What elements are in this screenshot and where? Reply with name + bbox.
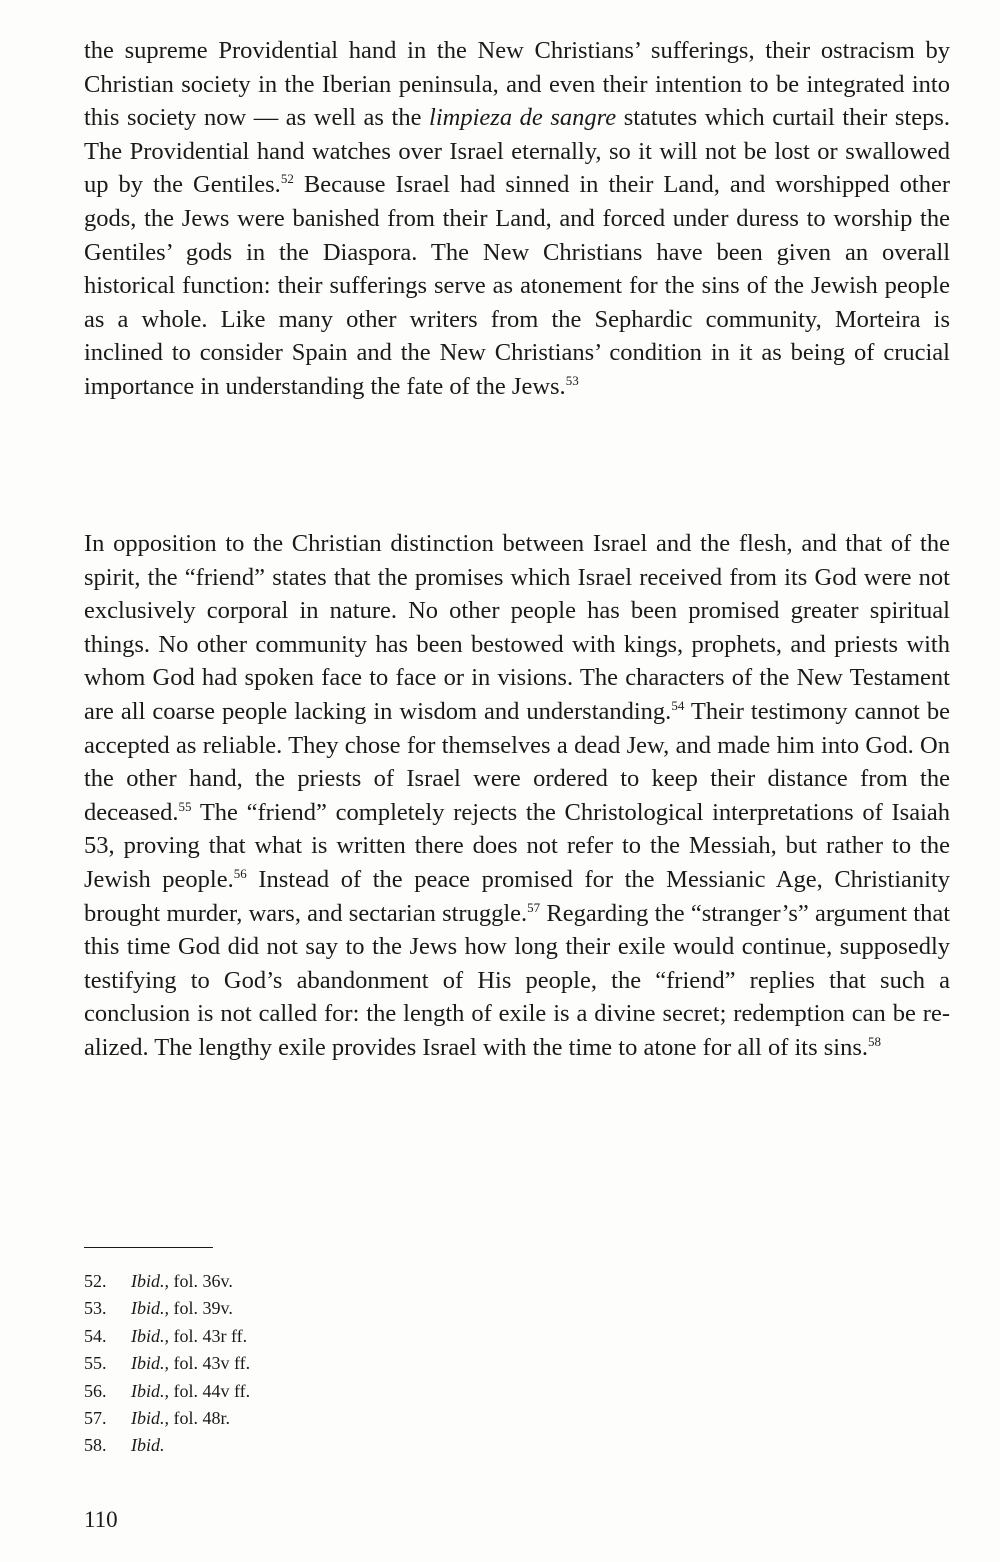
footnote-53: 53. Ibid., fol. 39v. bbox=[84, 1298, 233, 1319]
footnote-marker: 53 bbox=[565, 372, 579, 388]
italic-phrase: limpieza de sangre bbox=[429, 104, 617, 132]
footnote-marker: 54 bbox=[671, 697, 685, 713]
footnote-57: 57. Ibid., fol. 48r. bbox=[84, 1408, 230, 1429]
text-run: In opposition to the Christian distinction between Israel and the flesh, and that of the spirit, the “friend” states that the promises which Israel received from its God were not exclusively corporal in nature. No other people has been promised greater spiritual things. No other community has been bestowed with kings, prophets, and priests with whom God had spoken face to face or in visions. The characters of the New Testament are all coarse people lacking in wisdom and understanding. bbox=[84, 530, 950, 725]
text-run: Instead of the peace promised for the Messianic Age, Christianity brought murder, wars, and sectarian struggle. bbox=[84, 865, 951, 927]
text-run: The “friend” completely rejects the Christological interpretations of Isaiah 53, proving that what is written there does not refer to the Messiah, but rather to the Jewish people. bbox=[84, 798, 950, 893]
footnote-55: 55. Ibid., fol. 43v ff. bbox=[84, 1353, 251, 1374]
footnote-marker: 56 bbox=[233, 865, 247, 881]
text-run: Regarding the “stranger’s” argument that this time God did not say to the Jews how long their exile would continue, supposedly testifying to God’s abandonment of His people, the “friend” replies that such a conclusion is not called for: the length of exile is a divine secret; redemption can be realized. The lengthy exile provides Israel with the time to atone for all of its sins. bbox=[84, 899, 950, 1061]
footnote-58: 58. Ibid. bbox=[84, 1435, 165, 1456]
text-run: the supreme Providential hand in the New Christians’ sufferings, their ostracism by Christian society in the Iberian peninsula, and even their intention to be integrated into this society now — as well as the bbox=[84, 37, 950, 132]
footnote-marker: 52 bbox=[280, 171, 294, 187]
text-run: statutes which curtail their steps. The Providential hand watches over Israel eternally, so it will not be lost or swallowed up by the Gentiles. bbox=[84, 104, 950, 199]
footnote-marker: 58 bbox=[868, 1033, 882, 1049]
page-number: 110 bbox=[84, 1507, 118, 1532]
footnotes-list bbox=[84, 1268, 250, 1460]
body-paragraph-1 bbox=[84, 34, 950, 404]
body-paragraph-2 bbox=[84, 527, 950, 1065]
footnote-54: 54. Ibid., fol. 43r ff. bbox=[84, 1325, 248, 1346]
footnote-56: 56. Ibid., fol. 44v ff. bbox=[84, 1380, 251, 1401]
footnote-52: 52. Ibid., fol. 36v. bbox=[84, 1271, 233, 1291]
footnote-marker: 57 bbox=[527, 899, 541, 915]
footnote-marker: 55 bbox=[178, 798, 192, 814]
footnote-separator bbox=[84, 1247, 213, 1248]
text-run: Their testimony cannot be accepted as reliable. They chose for themselves a dead Jew, and made him into God. On the other hand, the priests of Israel were ordered to keep their distance from the deceased. bbox=[84, 697, 950, 826]
text-run: Because Israel had sinned in their Land, and worshipped other gods, the Jews were banished from their Land, and forced under duress to worship the Gentiles’ gods in the Diaspora. The New Christians have been given an overall historical function: their sufferings serve as atonement for the sins of the Jewish people as a whole. Like many other writers from the Sephardic community, Morteira is inclined to consider Spain and the New Christians’ condition in it as being of crucial importance in understanding the fate of the Jews. bbox=[84, 171, 950, 400]
